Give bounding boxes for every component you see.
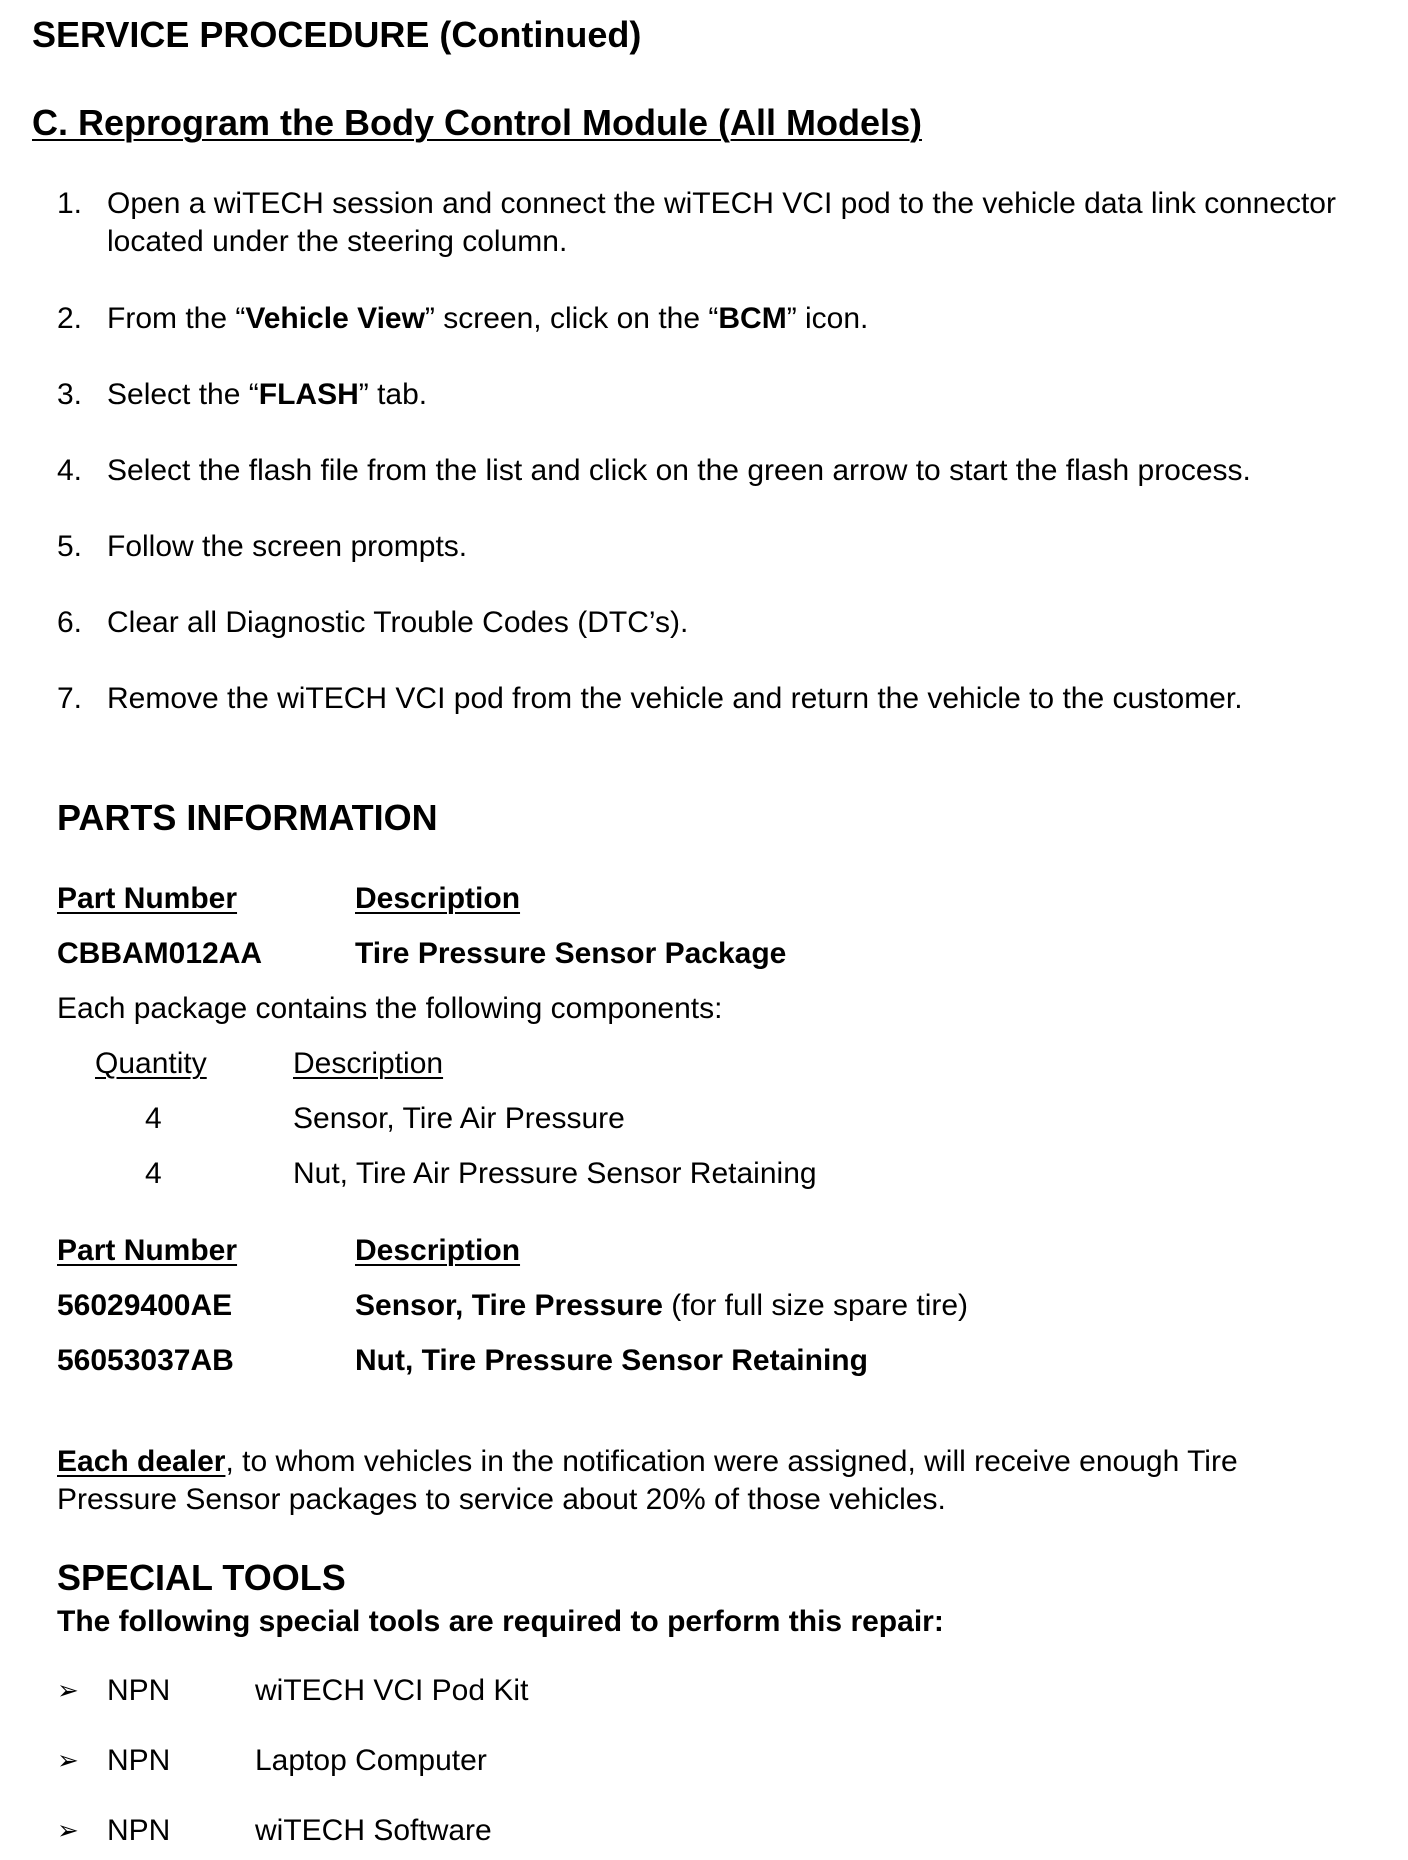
part-description <box>355 1342 868 1380</box>
dealer-paragraph-line1 <box>57 1443 1238 1481</box>
step-number: 4. <box>56 454 82 487</box>
special-tools-heading: SPECIAL TOOLS <box>57 1557 346 1598</box>
component-qty: 4 <box>145 1102 162 1135</box>
each-dealer-label: Each dealer <box>57 1445 226 1478</box>
tool-name: wiTECH VCI Pod Kit <box>255 1674 529 1707</box>
step-text-pre: Select the “ <box>107 378 259 411</box>
step-text: Remove the wiTECH VCI pod from the vehicle and return the vehicle to the customer. <box>107 682 1243 715</box>
bcm-label: BCM <box>718 302 787 335</box>
parts-info-heading: PARTS INFORMATION <box>57 797 438 838</box>
page-continued-heading: SERVICE PROCEDURE (Continued) <box>32 14 642 55</box>
step-number: 2. <box>56 302 82 335</box>
component-desc: Sensor, Tire Air Pressure <box>293 1102 625 1135</box>
step-text-pre: From the “ <box>107 302 246 335</box>
component-qty: 4 <box>145 1157 162 1190</box>
tool-name: Laptop Computer <box>255 1744 487 1777</box>
tool-code: NPN <box>107 1674 171 1707</box>
part-number-header: Part Number <box>57 882 238 915</box>
arrow-bullet-icon: ➢ <box>57 1815 79 1845</box>
vehicle-view-label: Vehicle View <box>245 302 425 335</box>
part-description <box>355 1287 968 1325</box>
component-description-header: Description <box>293 1047 444 1080</box>
part-number-header: Part Number <box>57 1234 238 1267</box>
flash-label: FLASH <box>258 378 359 411</box>
part-description-bold: Sensor, Tire Pressure <box>355 1289 663 1322</box>
part-number: 56053037AB <box>57 1344 234 1377</box>
section-c-heading: C. Reprogram the Body Control Module (All Models) <box>32 102 922 143</box>
component-desc: Nut, Tire Air Pressure Sensor Retaining <box>293 1157 817 1190</box>
part-description: Tire Pressure Sensor Package <box>355 937 787 970</box>
tool-code: NPN <box>107 1814 171 1847</box>
tool-code: NPN <box>107 1744 171 1777</box>
part-number: 56029400AE <box>57 1289 233 1322</box>
quantity-header: Quantity <box>95 1047 207 1080</box>
step-text: Select the flash file from the list and click on the green arrow to start the flash process. <box>107 454 1251 487</box>
special-tools-subheading: The following special tools are required to perform this repair: <box>57 1605 944 1638</box>
step-number: 6. <box>56 606 82 639</box>
step-number: 7. <box>56 682 82 715</box>
arrow-bullet-icon: ➢ <box>57 1745 79 1775</box>
arrow-bullet-icon: ➢ <box>57 1675 79 1705</box>
step-number: 3. <box>56 378 82 411</box>
step-text-post: ” icon. <box>786 302 869 335</box>
description-header: Description <box>355 882 521 915</box>
description-header: Description <box>355 1234 521 1267</box>
step-text: Follow the screen prompts. <box>107 530 468 563</box>
part-description-bold: Nut, Tire Pressure Sensor Retaining <box>355 1344 868 1377</box>
step-number: 5. <box>56 530 82 563</box>
part-description-note: (for full size spare tire) <box>662 1289 969 1322</box>
dealer-paragraph-line2: Pressure Sensor packages to service about 20% of those vehicles. <box>57 1483 946 1516</box>
part-number: CBBAM012AA <box>57 937 263 970</box>
step-text: Clear all Diagnostic Trouble Codes (DTC’s). <box>107 606 689 639</box>
step-text-mid: ” screen, click on the “ <box>424 302 719 335</box>
step-text-post: ” tab. <box>358 378 428 411</box>
dealer-paragraph-rest: , to whom vehicles in the notification were assigned, will receive enough Tire <box>225 1445 1238 1478</box>
package-note: Each package contains the following components: <box>57 992 723 1025</box>
step-text: Open a wiTECH session and connect the wiTECH VCI pod to the vehicle data link connector located under the steering column. <box>107 187 1336 258</box>
step-text <box>107 300 868 338</box>
tool-name: wiTECH Software <box>255 1814 492 1847</box>
step-text <box>107 376 427 414</box>
step-number: 1. <box>56 187 82 220</box>
